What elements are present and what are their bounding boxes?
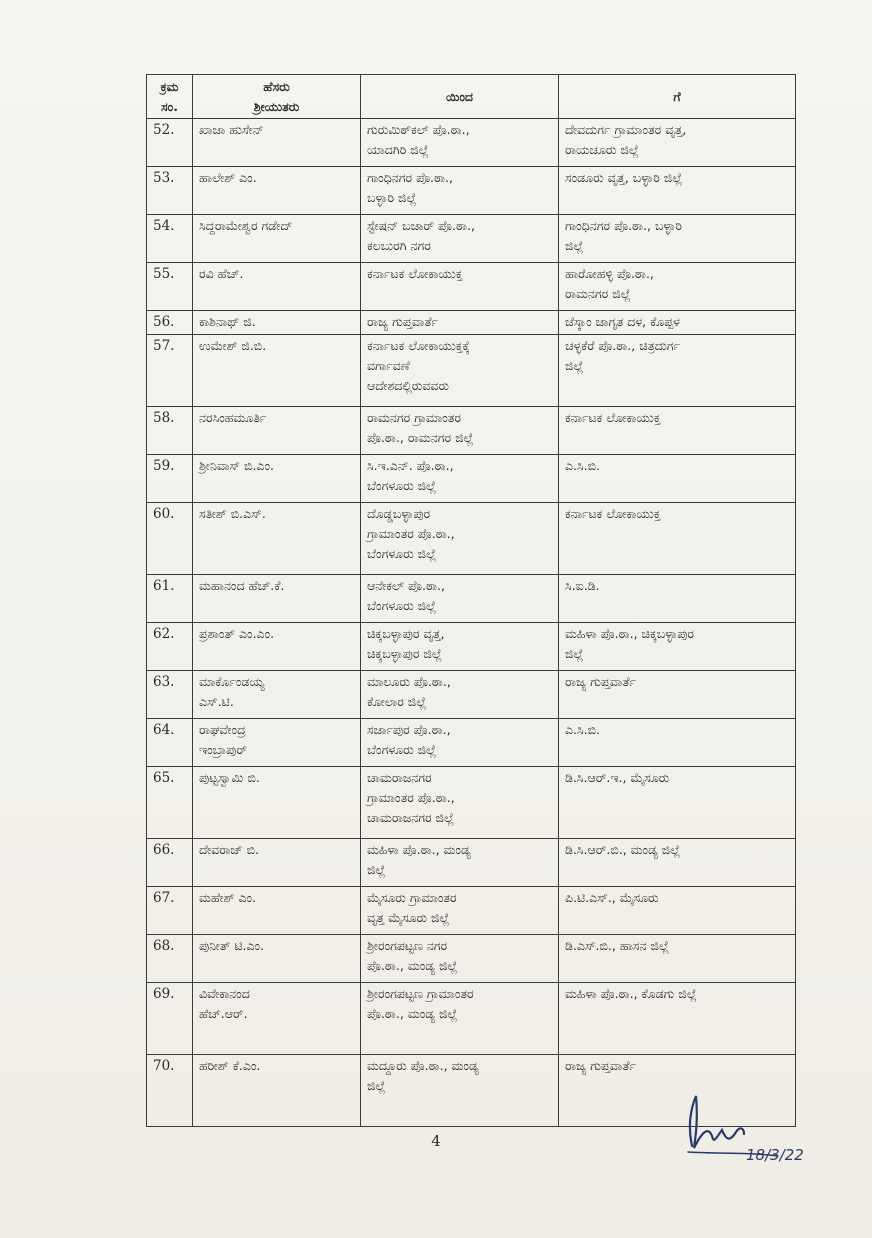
row-serial-number: 55. [147, 263, 193, 311]
header-serial-number: ಕ್ರಮ ಸಂ. [147, 75, 193, 119]
row-serial-number: 57. [147, 335, 193, 407]
table-body [147, 119, 796, 1127]
signature-date: 18/3/22 [746, 1146, 804, 1164]
row-serial-number: 58. [147, 407, 193, 455]
table-row [147, 575, 796, 623]
transfer-table [146, 74, 796, 1127]
table-row [147, 503, 796, 575]
table-row [147, 935, 796, 983]
row-to: ಎ.ಸಿ.ಬಿ. [559, 455, 796, 503]
row-from: ಮಹಿಳಾ ಪೊ.ಠಾ., ಮಂಡ್ಯ ಜಿಲ್ಲೆ [361, 839, 559, 887]
row-serial-number: 62. [147, 623, 193, 671]
table-row [147, 887, 796, 935]
page-number: 4 [431, 1132, 441, 1150]
row-serial-number: 56. [147, 311, 193, 335]
handwritten-signature [678, 1088, 828, 1168]
row-from: ಶ್ರೀರಂಗಪಟ್ಟಣ ಗ್ರಾಮಾಂತರ ಪೊ.ಠಾ., ಮಂಡ್ಯ ಜಿಲ್ಲೆ [361, 983, 559, 1055]
row-serial-number: 53. [147, 167, 193, 215]
table-row [147, 983, 796, 1055]
row-name: ಪುನೀತ್ ಟಿ.ಎಂ. [193, 935, 361, 983]
row-from: ಆನೇಕಲ್ ಪೊ.ಠಾ., ಬೆಂಗಳೂರು ಜಿಲ್ಲೆ [361, 575, 559, 623]
row-from: ಮಾಲೂರು ಪೊ.ಠಾ., ಕೋಲಾರ ಜಿಲ್ಲೆ [361, 671, 559, 719]
row-to: ಮಹಿಳಾ ಪೊ.ಠಾ., ಕೊಡಗು ಜಿಲ್ಲೆ [559, 983, 796, 1055]
row-name: ಶ್ರೀನಿವಾಸ್ ಬಿ.ಎಂ. [193, 455, 361, 503]
row-from: ಶ್ರೀರಂಗಪಟ್ಟಣ ನಗರ ಪೊ.ಠಾ., ಮಂಡ್ಯ ಜಿಲ್ಲೆ [361, 935, 559, 983]
row-from: ಚಿಕ್ಕಬಳ್ಳಾಪುರ ವೃತ್ತ, ಚಿಕ್ಕಬಳ್ಳಾಪುರ ಜಿಲ್ಲೆ [361, 623, 559, 671]
row-to: ದೇವದುರ್ಗ ಗ್ರಾಮಾಂತರ ವೃತ್ತ, ರಾಯಚೂರು ಜಿಲ್ಲೆ [559, 119, 796, 167]
row-to: ಡಿ.ಎಸ್.ಬಿ., ಹಾಸನ ಜಿಲ್ಲೆ [559, 935, 796, 983]
row-serial-number: 66. [147, 839, 193, 887]
table-row [147, 215, 796, 263]
row-from: ಮೈಸೂರು ಗ್ರಾಮಾಂತರ ವೃತ್ತ ಮೈಸೂರು ಜಿಲ್ಲೆ [361, 887, 559, 935]
row-serial-number: 67. [147, 887, 193, 935]
row-to: ಸಂಡೂರು ವೃತ್ತ, ಬಳ್ಳಾರಿ ಜಿಲ್ಲೆ [559, 167, 796, 215]
header-to: ಗೆ [559, 75, 796, 119]
row-name: ರವಿ ಹೆಚ್. [193, 263, 361, 311]
row-to: ಚಳ್ಳಕೆರೆ ಪೊ.ಠಾ., ಚಿತ್ರದುರ್ಗ ಜಿಲ್ಲೆ [559, 335, 796, 407]
row-name: ಹರೀಶ್ ಕೆ.ಎಂ. [193, 1055, 361, 1127]
row-name: ಕಾಶಿನಾಥ್ ಜಿ. [193, 311, 361, 335]
table-row [147, 119, 796, 167]
table-row [147, 407, 796, 455]
table-row [147, 671, 796, 719]
row-to: ಕರ್ನಾಟಕ ಲೋಕಾಯುಕ್ತ [559, 503, 796, 575]
row-serial-number: 69. [147, 983, 193, 1055]
row-to: ರಾಜ್ಯ ಗುಪ್ತವಾರ್ತೆ [559, 1055, 796, 1127]
row-name: ವಿವೇಕಾನಂದ ಹೆಚ್.ಆರ್. [193, 983, 361, 1055]
table-row [147, 719, 796, 767]
row-to: ಜೆಸ್ಕಾಂ ಜಾಗೃತ ದಳ, ಕೊಪ್ಪಳ [559, 311, 796, 335]
row-serial-number: 68. [147, 935, 193, 983]
row-name: ನರಸಿಂಹಮೂರ್ತಿ [193, 407, 361, 455]
row-serial-number: 63. [147, 671, 193, 719]
table-header-row [147, 75, 796, 119]
row-from: ಸರ್ಜಾಪುರ ಪೊ.ಠಾ., ಬೆಂಗಳೂರು ಜಿಲ್ಲೆ [361, 719, 559, 767]
row-from: ಮದ್ದೂರು ಪೊ.ಠಾ., ಮಂಡ್ಯ ಜಿಲ್ಲೆ [361, 1055, 559, 1127]
row-serial-number: 64. [147, 719, 193, 767]
row-from: ಗಾಂಧಿನಗರ ಪೊ.ಠಾ., ಬಳ್ಳಾರಿ ಜಿಲ್ಲೆ [361, 167, 559, 215]
table-row [147, 455, 796, 503]
row-to: ರಾಜ್ಯ ಗುಪ್ತವಾರ್ತೆ [559, 671, 796, 719]
table-row [147, 311, 796, 335]
row-from: ದೊಡ್ಡಬಳ್ಳಾಪುರ ಗ್ರಾಮಾಂತರ ಪೊ.ಠಾ., ಬೆಂಗಳೂರು ಜಿಲ್ಲೆ [361, 503, 559, 575]
row-from: ರಾಜ್ಯ ಗುಪ್ತವಾರ್ತೆ [361, 311, 559, 335]
row-serial-number: 61. [147, 575, 193, 623]
row-name: ಮಾರ್ಕೊಂಡಯ್ಯ ಎಸ್.ಟಿ. [193, 671, 361, 719]
row-serial-number: 59. [147, 455, 193, 503]
table-row [147, 335, 796, 407]
row-from: ಸಿ.ಇ.ಎನ್. ಪೊ.ಠಾ., ಬೆಂಗಳೂರು ಜಿಲ್ಲೆ [361, 455, 559, 503]
row-name: ಮಹೇಶ್ ಎಂ. [193, 887, 361, 935]
header-from: ಯಿಂದ [361, 75, 559, 119]
row-to: ಹಾರೋಹಳ್ಳಿ ಪೊ.ಠಾ., ರಾಮನಗರ ಜಿಲ್ಲೆ [559, 263, 796, 311]
row-serial-number: 60. [147, 503, 193, 575]
row-name: ದೇವರಾಜ್ ಬಿ. [193, 839, 361, 887]
header-name: ಹೆಸರು ಶ್ರೀಯುತರು [193, 75, 361, 119]
row-serial-number: 65. [147, 767, 193, 839]
table-row [147, 767, 796, 839]
row-serial-number: 70. [147, 1055, 193, 1127]
row-to: ಕರ್ನಾಟಕ ಲೋಕಾಯುಕ್ತ [559, 407, 796, 455]
row-to: ಡಿ.ಸಿ.ಆರ್.ಬಿ., ಮಂಡ್ಯ ಜಿಲ್ಲೆ [559, 839, 796, 887]
row-name: ಪುಟ್ಟಸ್ವಾಮಿ ಬಿ. [193, 767, 361, 839]
table-row [147, 263, 796, 311]
table-row [147, 839, 796, 887]
row-name: ಮಹಾನಂದ ಹೆಚ್.ಕೆ. [193, 575, 361, 623]
row-serial-number: 52. [147, 119, 193, 167]
row-from: ಕರ್ನಾಟಕ ಲೋಕಾಯುಕ್ತ [361, 263, 559, 311]
row-name: ಖಾಜಾ ಹುಸೇನ್ [193, 119, 361, 167]
row-to: ಪಿ.ಟಿ.ಎಸ್., ಮೈಸೂರು [559, 887, 796, 935]
row-to: ಎ.ಸಿ.ಬಿ. [559, 719, 796, 767]
row-to: ಡಿ.ಸಿ.ಆರ್.ಇ., ಮೈಸೂರು [559, 767, 796, 839]
row-name: ಹಾಲೇಶ್ ಎಂ. [193, 167, 361, 215]
row-to: ಗಾಂಧಿನಗರ ಪೊ.ಠಾ., ಬಳ್ಳಾರಿ ಜಿಲ್ಲೆ [559, 215, 796, 263]
row-from: ಚಾಮರಾಜನಗರ ಗ್ರಾಮಾಂತರ ಪೊ.ಠಾ., ಚಾಮರಾಜನಗರ ಜಿಲ್ಲೆ [361, 767, 559, 839]
row-name: ಸಿದ್ದರಾಮೇಶ್ವರ ಗಡೇದ್ [193, 215, 361, 263]
row-from: ಕರ್ನಾಟಕ ಲೋಕಾಯುಕ್ತಕ್ಕೆ ವರ್ಗಾವಣೆ ಆದೇಶದಲ್ಲಿರುವವರು [361, 335, 559, 407]
table-row [147, 167, 796, 215]
row-from: ಗುರುಮಿಠ್‌ಕಲ್ ಪೊ.ಠಾ., ಯಾದಗಿರಿ ಜಿಲ್ಲೆ [361, 119, 559, 167]
row-to: ಸಿ.ಐ.ಡಿ. [559, 575, 796, 623]
row-serial-number: 54. [147, 215, 193, 263]
row-from: ರಾಮನಗರ ಗ್ರಾಮಾಂತರ ಪೊ.ಠಾ., ರಾಮನಗರ ಜಿಲ್ಲೆ [361, 407, 559, 455]
row-name: ಉಮೇಶ್ ಜಿ.ಬಿ. [193, 335, 361, 407]
row-to: ಮಹಿಳಾ ಪೊ.ಠಾ., ಚಿಕ್ಕಬಳ್ಳಾಪುರ ಜಿಲ್ಲೆ [559, 623, 796, 671]
row-name: ಸತೀಶ್ ಬಿ.ಎಸ್. [193, 503, 361, 575]
row-name: ರಾಘವೇಂದ್ರ ಇಂಬ್ರಾಪುರ್ [193, 719, 361, 767]
table-row [147, 623, 796, 671]
row-name: ಪ್ರಶಾಂತ್ ಎಂ.ಎಂ. [193, 623, 361, 671]
row-from: ಸ್ಟೇಷನ್ ಬಜಾರ್ ಪೊ.ಠಾ., ಕಲಬುರಗಿ ನಗರ [361, 215, 559, 263]
